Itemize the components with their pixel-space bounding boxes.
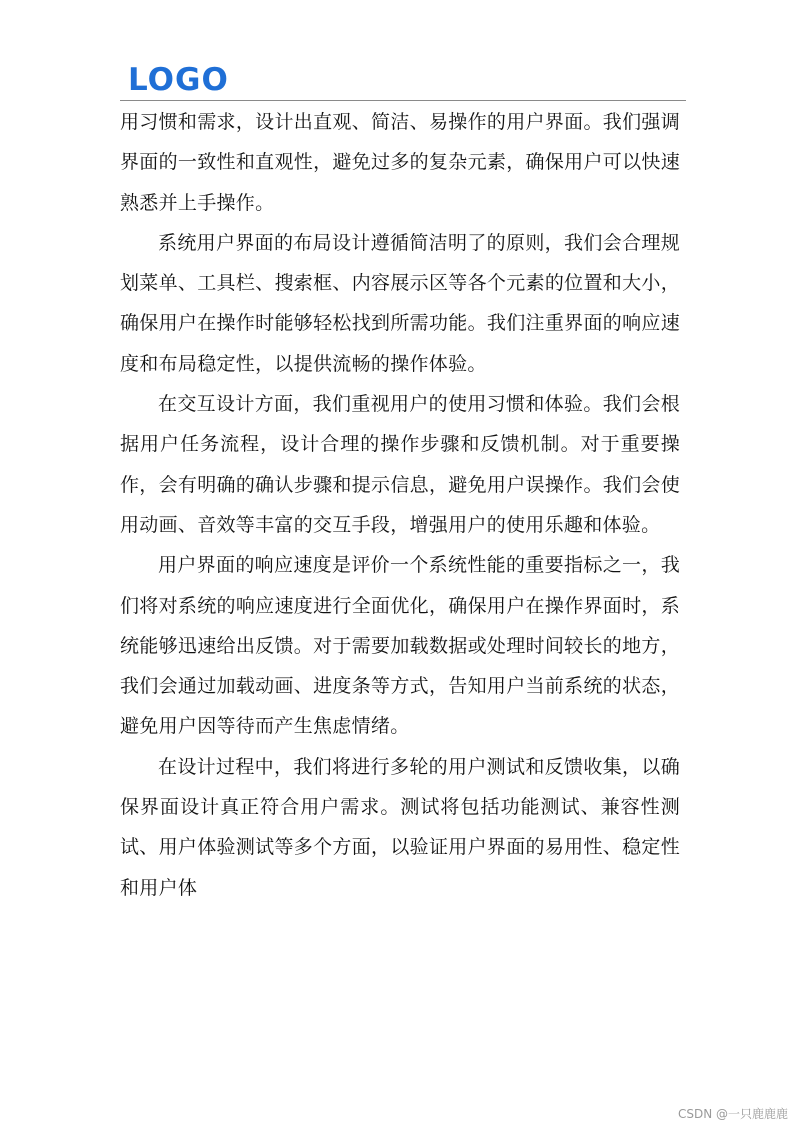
paragraph-5: 在设计过程中，我们将进行多轮的用户测试和反馈收集，以确保界面设计真正符合用户需求。测试将包括功能测试、兼容性测试、用户体验测试等多个方面，以验证用户界面的易用性、稳定性和用户体: [120, 755, 680, 899]
paragraph-3: 在交互设计方面，我们重视用户的使用习惯和体验。我们会根据用户任务流程，设计合理的操作步骤和反馈机制。对于重要操作，会有明确的确认步骤和提示信息，避免用户误操作。我们会使用动画、音效等丰富的交互手段，增强用户的使用乐趣和体验。: [120, 393, 680, 536]
logo: LOGO: [128, 62, 229, 98]
paragraph-4: 用户界面的响应速度是评价一个系统性能的重要指标之一，我们将对系统的响应速度进行全面优化，确保用户在操作界面时，系统能够迅速给出反馈。对于需要加载数据或处理时间较长的地方，我们会通过加载动画、进度条等方式，告知用户当前系统的状态，避免用户因等待而产生焦虑情绪。: [120, 554, 680, 738]
watermark: CSDN @一只鹿鹿鹿: [677, 1107, 788, 1121]
page-header: [120, 62, 686, 101]
paragraph-2: 系统用户界面的布局设计遵循简洁明了的原则，我们会合理规划菜单、工具栏、搜索框、内容展示区等各个元素的位置和大小，确保用户在操作时能够轻松找到所需功能。我们注重界面的响应速度和布局稳定性，以提供流畅的操作体验。: [120, 231, 680, 375]
paragraph-1: 用习惯和需求，设计出直观、简洁、易操作的用户界面。我们强调界面的一致性和直观性，避免过多的复杂元素，确保用户可以快速熟悉并上手操作。: [120, 111, 680, 214]
document-body: [120, 102, 680, 908]
